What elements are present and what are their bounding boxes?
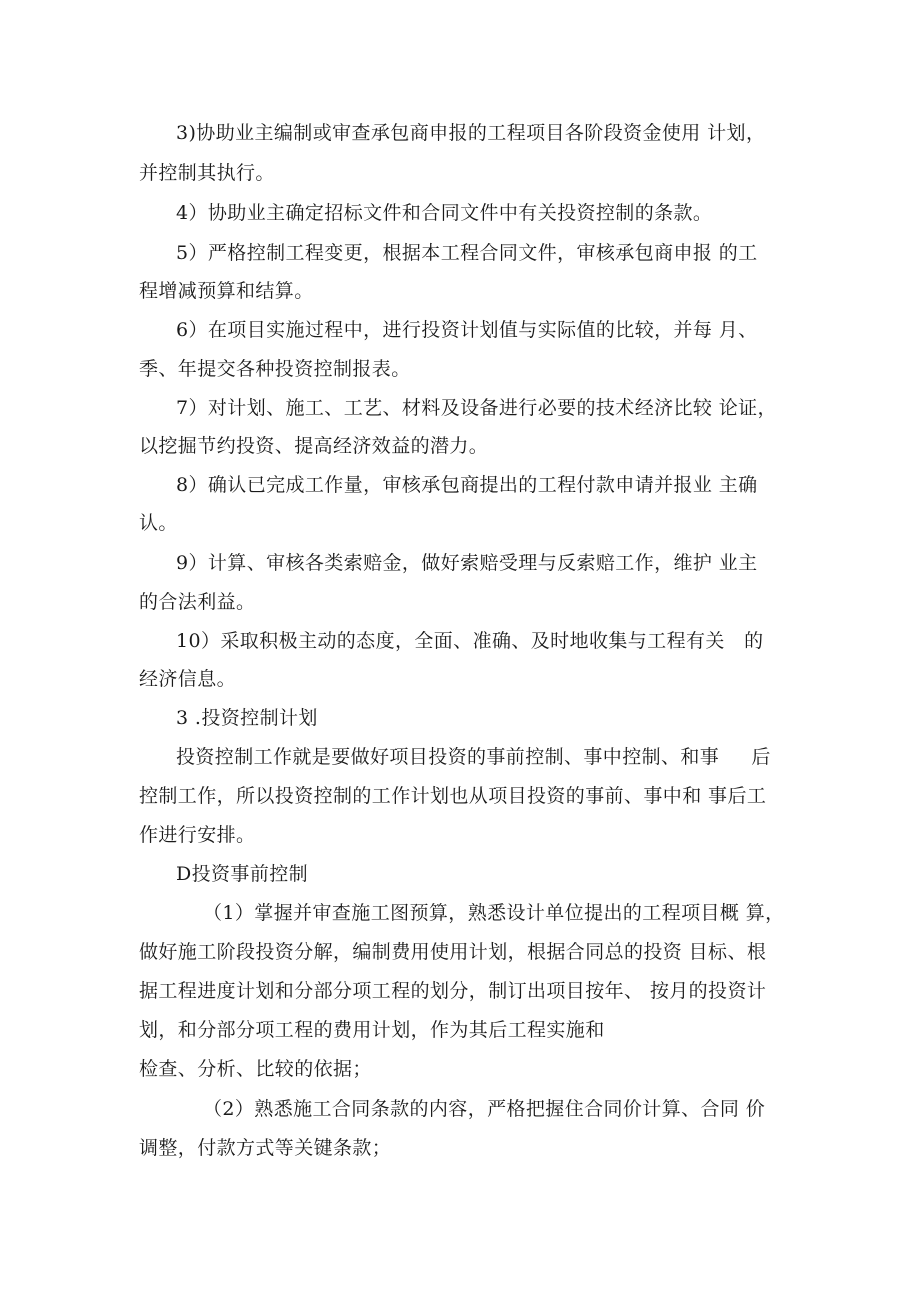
text-line: 9）计算、审核各类索赔金，做好索赔受理与反索赔工作，维护 业主	[176, 552, 758, 574]
text-line: 做好施工阶段投资分解，编制费用使用计划，根据合同总的投资 目标、根	[139, 941, 767, 963]
text-line: （1）掌握并审查施工图预算，熟悉设计单位提出的工程项目概 算，	[203, 902, 785, 924]
text-line: 4）协助业主确定招标文件和合同文件中有关投资控制的条款。	[176, 202, 713, 224]
text-line: 作进行安排。	[139, 824, 256, 846]
text-line: 调整，付款方式等关键条款；	[139, 1137, 392, 1159]
text-line: 划，和分部分项工程的费用计划，作为其后工程实施和	[139, 1019, 605, 1041]
text-line: 认。	[139, 512, 178, 534]
text-line: 10）采取积极主动的态度，全面、准确、及时地收集与工程有关 的	[176, 630, 764, 652]
text-line: 7）对计划、施工、工艺、材料及设备进行必要的技术经济比较 论证，	[176, 397, 777, 419]
text-line: 5）严格控制工程变更，根据本工程合同文件，审核承包商申报 的工	[176, 242, 758, 264]
text-line: 以挖掘节约投资、提高经济效益的潜力。	[139, 435, 489, 457]
text-line: （2）熟悉施工合同条款的内容，严格把握住合同价计算、合同 价	[203, 1098, 766, 1120]
text-line: 并控制其执行。	[139, 162, 275, 184]
text-line: 检查、分析、比较的依据；	[139, 1058, 372, 1080]
text-line: 程增减预算和结算。	[139, 280, 314, 302]
text-line: 的合法利益。	[139, 591, 256, 613]
text-line: 3)协助业主编制或审查承包商申报的工程项目各阶段资金使用 计划，	[176, 122, 766, 144]
text-line: 控制工作，所以投资控制的工作计划也从项目投资的事前、事中和 事后工	[139, 785, 767, 807]
text-line: 经济信息。	[139, 668, 237, 690]
section-heading: 3 .投资控制计划	[176, 707, 318, 729]
text-line: 投资控制工作就是要做好项目投资的事前控制、事中控制、和事 后	[176, 746, 771, 768]
text-line: 季、年提交各种投资控制报表。	[139, 358, 411, 380]
text-line: 据工程进度计划和分部分项工程的划分，制订出项目按年、 按月的投资计	[139, 980, 767, 1002]
text-line: 6）在项目实施过程中，进行投资计划值与实际值的比较，并每 月、	[176, 319, 758, 341]
subsection-heading: D投资事前控制	[176, 863, 309, 885]
text-line: 8）确认已完成工作量，审核承包商提出的工程付款申请并报业 主确	[176, 474, 758, 496]
